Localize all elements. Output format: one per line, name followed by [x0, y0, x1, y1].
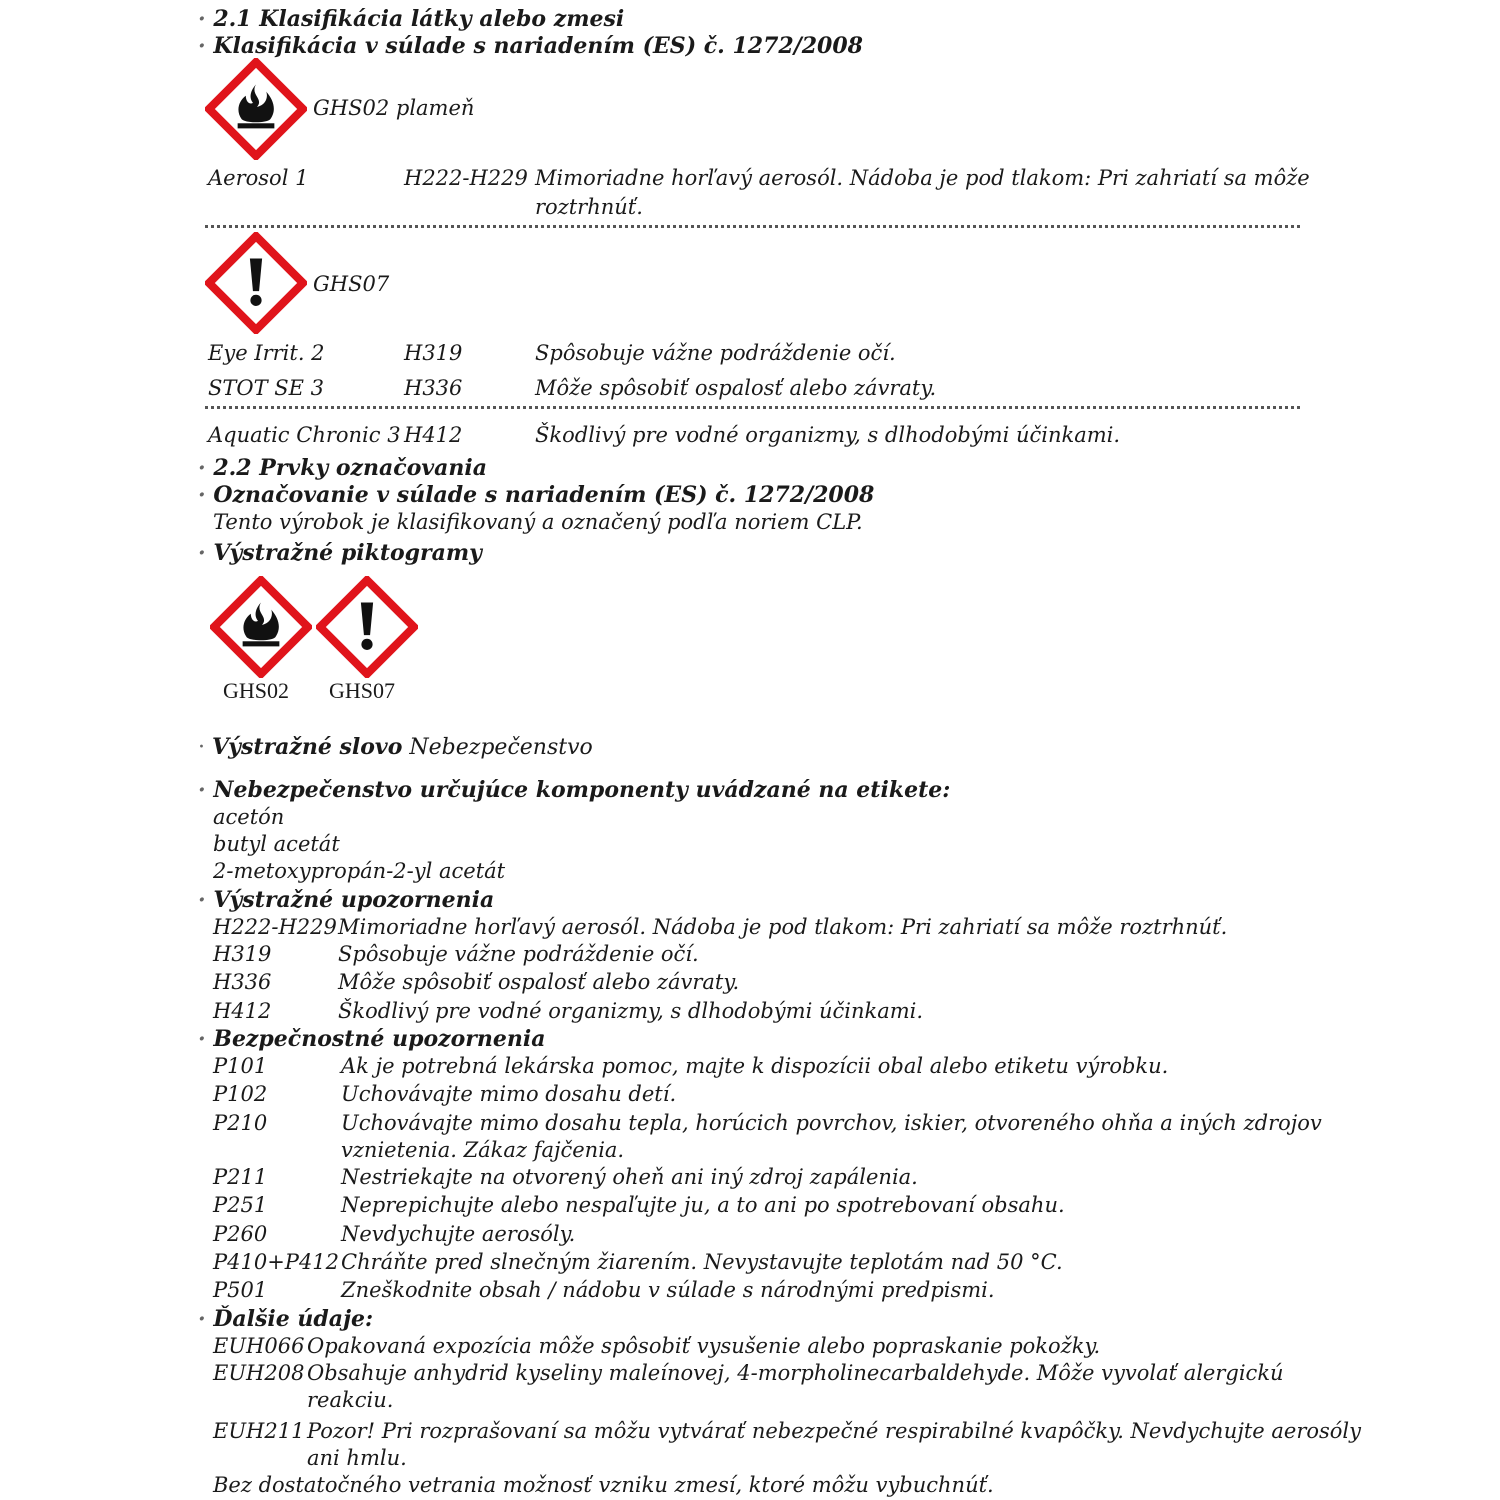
pictograms-heading: · Výstražné piktogramy	[198, 540, 482, 566]
signal-word-line: · Výstražné slovo Nebezpečenstvo	[198, 734, 593, 760]
statement-text: Ak je potrebná lekárska pomoc, majte k dispozícii obal alebo etiketu výrobku.	[341, 1054, 1169, 1078]
statement-text: Uchovávajte mimo dosahu tepla, horúcich povrchov, iskier, otvoreného ohňa a iných zdrojov	[341, 1111, 1322, 1135]
statement-code: P210	[213, 1111, 268, 1135]
divider	[205, 406, 1300, 409]
statement-code: P101	[213, 1054, 268, 1078]
euh-text-cont: reakciu.	[307, 1388, 394, 1412]
euh-text: Opakovaná expozícia môže spôsobiť vysušenie alebo popraskanie pokožky.	[307, 1334, 1101, 1358]
ghs02-caption: GHS02	[223, 678, 290, 703]
hazard-code-cell: H412	[404, 423, 463, 447]
classification-cell: STOT SE 3	[208, 376, 325, 400]
statement-code: H319	[213, 942, 272, 966]
statement-text: Môže spôsobiť ospalosť alebo závraty.	[338, 970, 740, 994]
exclamation-icon	[316, 576, 418, 678]
statement-text: Škodlivý pre vodné organizmy, s dlhodobými účinkami.	[338, 999, 924, 1023]
statement-code: P102	[213, 1082, 268, 1106]
statement-text: Neprepichujte alebo nespaľujte ju, a to ani po spotrebovaní obsahu.	[341, 1193, 1065, 1217]
statement-code: H222-H229	[213, 915, 337, 939]
classification-cell: Aerosol 1	[208, 166, 309, 190]
ghs07-label: GHS07	[313, 272, 390, 296]
other-info-heading: · Ďalšie údaje:	[198, 1306, 374, 1332]
classification-cell: Aquatic Chronic 3	[208, 423, 401, 447]
section-2-2-heading: · 2.2 Prvky označovania	[198, 455, 488, 481]
euh-code: EUH208	[213, 1361, 305, 1385]
hazard-text-cell: Môže spôsobiť ospalosť alebo závraty.	[535, 376, 937, 400]
components-heading: · Nebezpečenstvo určujúce komponenty uvádzané na etikete:	[198, 777, 951, 803]
section-2-1-subheading: · Klasifikácia v súlade s nariadením (ES) č. 1272/2008	[198, 33, 863, 59]
statement-text-cont: vznietenia. Zákaz fajčenia.	[341, 1138, 625, 1162]
classification-cell: Eye Irrit. 2	[208, 341, 325, 365]
statement-code: P501	[213, 1278, 268, 1302]
clp-note: Tento výrobok je klasifikovaný a označený podľa noriem CLP.	[213, 510, 863, 534]
statement-text: Uchovávajte mimo dosahu detí.	[341, 1082, 677, 1106]
statement-text: Nestriekajte na otvorený oheň ani iný zdroj zapálenia.	[341, 1165, 918, 1189]
statement-code: P260	[213, 1222, 268, 1246]
component-item: butyl acetát	[213, 832, 340, 856]
statement-text: Chráňte pred slnečným žiarením. Nevystavujte teplotám nad 50 °C.	[341, 1250, 1063, 1274]
statement-text: Mimoriadne horľavý aerosól. Nádoba je pod tlakom: Pri zahriatí sa môže roztrhnúť.	[338, 915, 1228, 939]
component-item: 2-metoxypropán-2-yl acetát	[213, 859, 506, 883]
divider	[205, 225, 1300, 228]
statement-code: H412	[213, 999, 272, 1023]
statement-code: H336	[213, 970, 272, 994]
signal-word: Nebezpečenstvo	[409, 735, 593, 760]
ghs07-caption: GHS07	[329, 678, 396, 703]
euh-code: EUH211	[213, 1419, 305, 1443]
statement-text: Nevdychujte aerosóly.	[341, 1222, 576, 1246]
statement-code: P211	[213, 1165, 268, 1189]
ghs02-flame-icon	[205, 58, 307, 160]
hazard-text-cell: Spôsobuje vážne podráždenie očí.	[535, 341, 896, 365]
precautionary-statements-heading: · Bezpečnostné upozornenia	[198, 1026, 546, 1052]
hazard-text-cell: Škodlivý pre vodné organizmy, s dlhodobými účinkami.	[535, 423, 1121, 447]
statement-code: P251	[213, 1193, 268, 1217]
hazard-text-cell: Mimoriadne horľavý aerosól. Nádoba je pod tlakom: Pri zahriatí sa môže	[535, 166, 1310, 190]
statement-code: P410+P412	[213, 1250, 340, 1274]
euh-text: Pozor! Pri rozprašovaní sa môžu vytvárať nebezpečné respirabilné kvapôčky. Nevdychujte aerosóly	[307, 1419, 1362, 1443]
hazard-code-cell: H319	[404, 341, 463, 365]
hazard-text-cell-cont: roztrhnúť.	[535, 195, 643, 219]
section-2-2-subheading: · Označovanie v súlade s nariadením (ES) č. 1272/2008	[198, 482, 875, 508]
signal-word-label: Výstražné slovo	[212, 734, 403, 760]
statement-text: Spôsobuje vážne podráždenie očí.	[338, 942, 699, 966]
hazard-code-cell: H336	[404, 376, 463, 400]
final-note: Bez dostatočného vetrania možnosť vzniku zmesí, ktoré môžu vybuchnúť.	[213, 1473, 994, 1497]
flame-icon	[210, 576, 312, 678]
euh-text: Obsahuje anhydrid kyseliny maleínovej, 4-morpholinecarbaldehyde. Môže vyvolať alergickú	[307, 1361, 1284, 1385]
ghs02-label: GHS02 plameň	[313, 96, 475, 120]
euh-text-cont: ani hmlu.	[307, 1446, 407, 1470]
section-2-1-heading: · 2.1 Klasifikácia látky alebo zmesi	[198, 6, 625, 32]
hazard-statements-heading: · Výstražné upozornenia	[198, 887, 495, 913]
euh-code: EUH066	[213, 1334, 305, 1358]
component-item: acetón	[213, 805, 285, 829]
hazard-code-cell: H222-H229	[404, 166, 528, 190]
ghs07-exclamation-icon	[205, 232, 307, 334]
statement-text: Zneškodnite obsah / nádobu v súlade s národnými predpismi.	[341, 1278, 995, 1302]
